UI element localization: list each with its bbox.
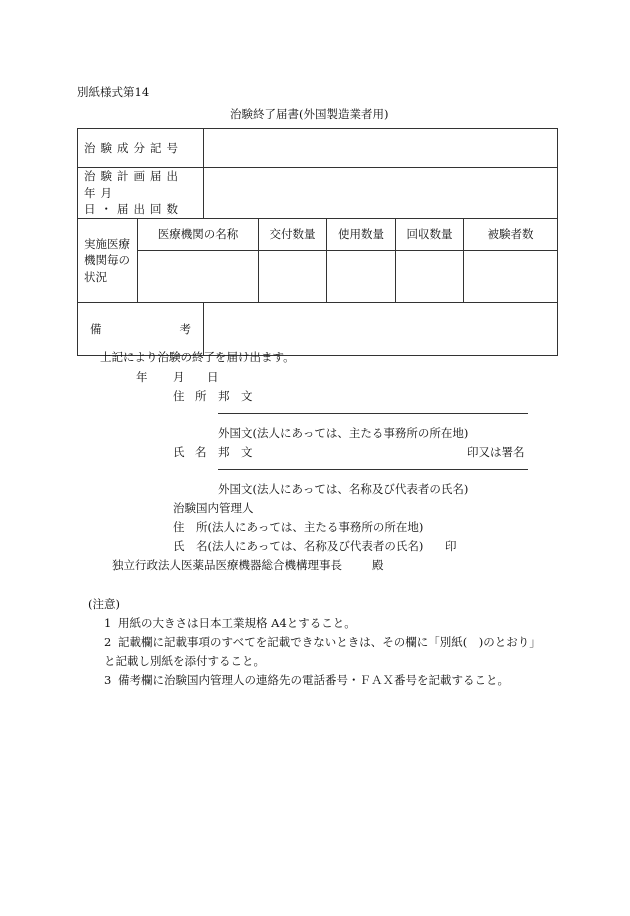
domestic-manager-name: 氏 名(法人にあっては、名称及び代表者の氏名): [173, 539, 424, 553]
address-label-2: 所: [195, 389, 207, 403]
note-text: 備考欄に治験国内管理人の連絡先の電話番号・ＦＡＸ番号を記載すること。: [118, 673, 509, 687]
column-header-issued: 交付数量: [259, 219, 327, 251]
address-foreign-label: 外国文(法人にあっては、主たる事務所の所在地): [218, 426, 469, 440]
recovered-cell[interactable]: [396, 251, 464, 303]
addressee-honorific: 殿: [372, 558, 384, 572]
plan-date-label: 治験計画届出年月 日・届出回数: [78, 168, 204, 219]
address-label-1: 住: [173, 389, 185, 403]
form-title: 治験終了届書(外国製造業者用): [230, 107, 389, 121]
column-header-institution: 医療機関の名称: [138, 219, 259, 251]
note-text-continued: と記載し別紙を添付すること。: [104, 654, 265, 668]
name-japanese-line[interactable]: [218, 469, 528, 470]
remarks-value[interactable]: [204, 303, 558, 356]
used-cell[interactable]: [327, 251, 396, 303]
plan-date-value[interactable]: [204, 168, 558, 219]
name-foreign-label: 外国文(法人にあっては、名称及び代表者の氏名): [218, 482, 469, 496]
note-text: 記載欄に記載事項のすべてを記載できないときは、その欄に「別紙( )のとおり」: [118, 635, 541, 649]
addressee: 独立行政法人医薬品医療機器総合機構理事長: [112, 558, 342, 572]
address-japanese-label: 邦 文: [218, 389, 253, 403]
note-number: 3: [104, 673, 112, 687]
column-header-used: 使用数量: [327, 219, 396, 251]
ingredient-code-value[interactable]: [204, 129, 558, 168]
form-number: 別紙様式第14: [77, 85, 150, 99]
issued-cell[interactable]: [259, 251, 327, 303]
name-label-1: 氏: [173, 445, 185, 459]
day-label: 日: [207, 370, 219, 384]
institution-cell[interactable]: [138, 251, 259, 303]
name-japanese-label: 邦 文: [218, 445, 253, 459]
subjects-cell[interactable]: [464, 251, 558, 303]
site-status-label: 実施医療 機関毎の 状況: [78, 219, 138, 303]
column-header-recovered: 回収数量: [396, 219, 464, 251]
note-number: 2: [104, 635, 112, 649]
declaration-text: 上記により治験の終了を届け出ます。: [100, 350, 295, 364]
domestic-manager-seal: 印: [445, 539, 457, 553]
domestic-manager-address: 住 所(法人にあっては、主たる事務所の所在地): [173, 520, 424, 534]
month-label: 月: [173, 370, 185, 384]
column-header-subjects: 被験者数: [464, 219, 558, 251]
seal-or-signature: 印又は署名: [467, 445, 525, 459]
name-label-2: 名: [195, 445, 207, 459]
address-japanese-line[interactable]: [218, 413, 528, 414]
application-table: [77, 128, 558, 356]
remarks-label: 備 考: [78, 303, 204, 356]
note-text: 用紙の大きさは日本工業規格 A4とすること。: [118, 616, 356, 630]
notes-heading: (注意): [88, 597, 120, 611]
note-number: 1: [104, 616, 112, 630]
year-label: 年: [136, 370, 148, 384]
domestic-manager-title: 治験国内管理人: [173, 501, 254, 515]
ingredient-code-label: 治験成分記号: [78, 129, 204, 168]
